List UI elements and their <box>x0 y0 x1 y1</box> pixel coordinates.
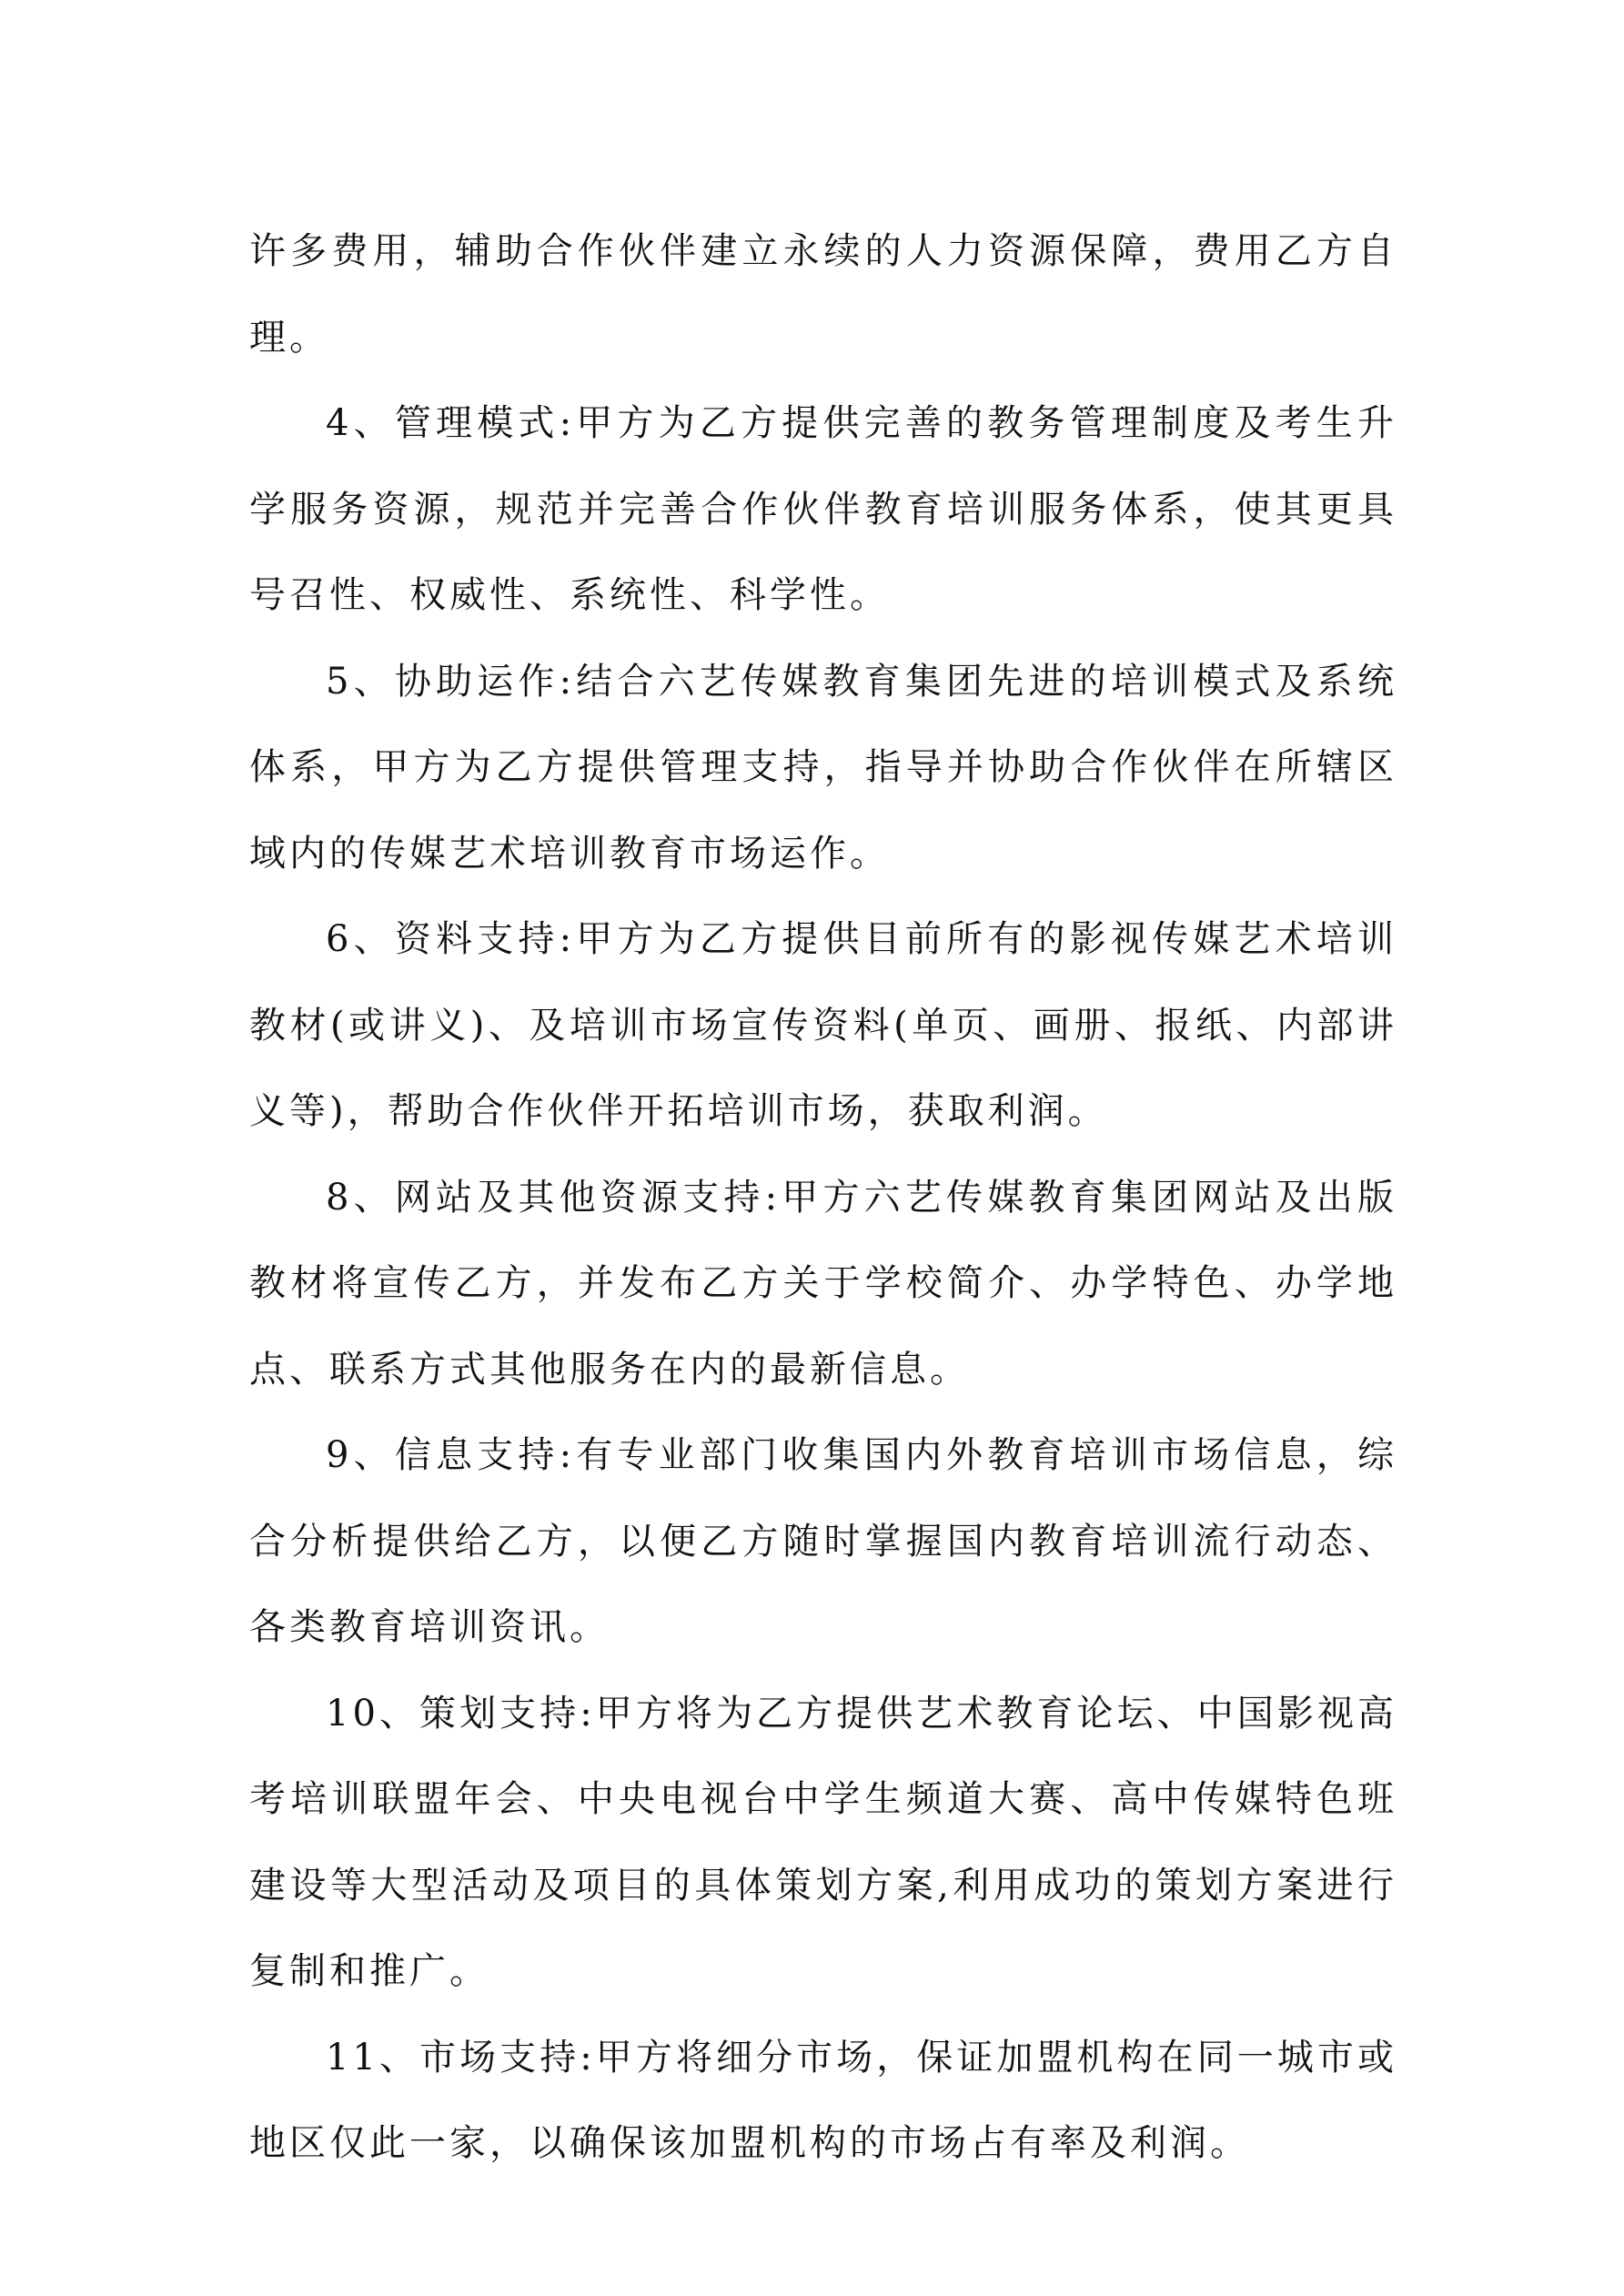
paragraph-item-8: 8、网站及其他资源支持:甲方六艺传媒教育集团网站及出版教材将宣传乙方，并发布乙方关于学校简介、办学特色、办学地点、联系方式其他服务在内的最新信息。 <box>249 1176 1397 1391</box>
paragraph-item-5: 5、协助运作:结合六艺传媒教育集团先进的培训模式及系统体系，甲方为乙方提供管理支持，指导并协助合作伙伴在所辖区域内的传媒艺术培训教育市场运作。 <box>249 660 1397 875</box>
paragraph-item-10: 10、策划支持:甲方将为乙方提供艺术教育论坛、中国影视高考培训联盟年会、中央电视台中学生频道大赛、高中传媒特色班建设等大型活动及项目的具体策划方案,利用成功的策划方案进行复制和推广。 <box>249 1692 1397 1992</box>
paragraph-item-11: 11、市场支持:甲方将细分市场，保证加盟机构在同一城市或地区仅此一家，以确保该加盟机构的市场占有率及利润。 <box>249 2036 1397 2164</box>
paragraph-continuation: 许多费用，辅助合作伙伴建立永续的人力资源保障，费用乙方自理。 <box>249 230 1397 359</box>
paragraph-item-9: 9、信息支持:有专业部门收集国内外教育培训市场信息，综合分析提供给乙方，以便乙方随时掌握国内教育培训流行动态、各类教育培训资讯。 <box>249 1434 1397 1648</box>
paragraph-item-6: 6、资料支持:甲方为乙方提供目前所有的影视传媒艺术培训教材(或讲义)、及培训市场宣传资料(单页、画册、报纸、内部讲义等)，帮助合作伙伴开拓培训市场，获取利润。 <box>249 918 1397 1132</box>
paragraph-item-4: 4、管理模式:甲方为乙方提供完善的教务管理制度及考生升学服务资源，规范并完善合作伙伴教育培训服务体系，使其更具号召性、权威性、系统性、科学性。 <box>249 402 1397 616</box>
document-body <box>249 208 1397 2187</box>
